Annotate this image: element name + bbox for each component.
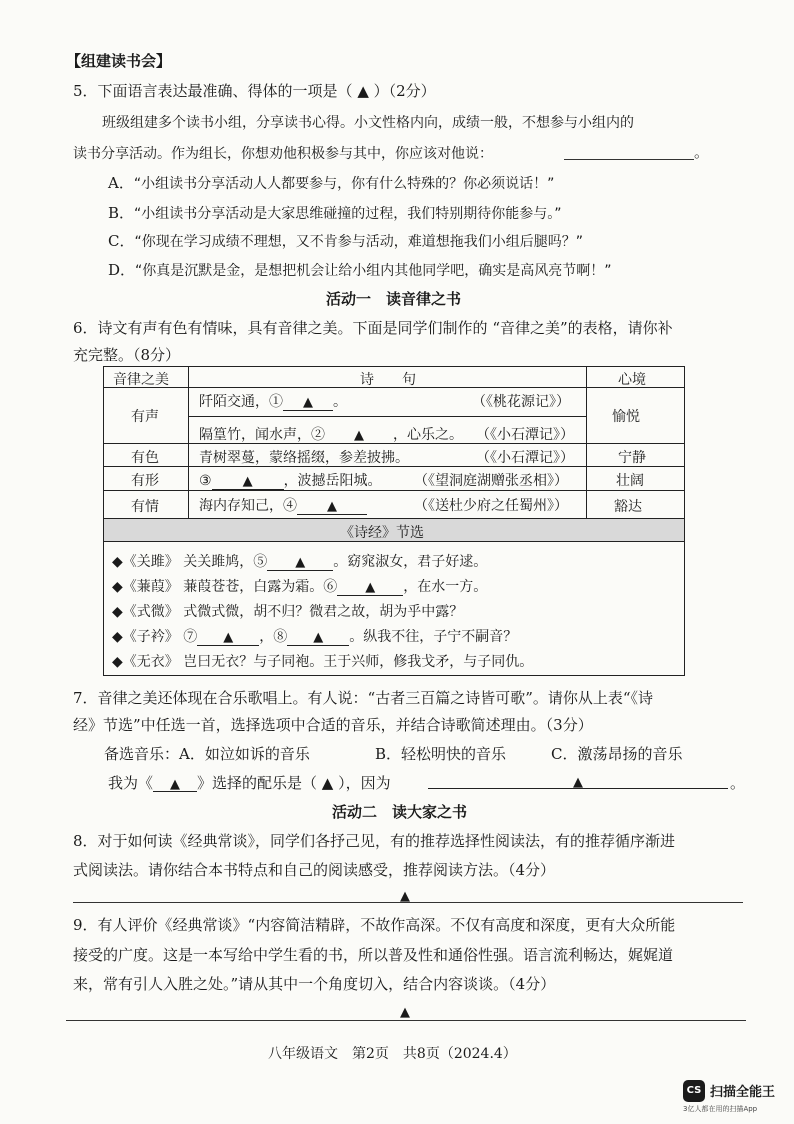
table-rule — [188, 416, 586, 417]
q5-context-line2: 读书分享活动。作为组长，你想劝他积极参与其中，你应该对他说： — [73, 146, 493, 162]
q8-answer-triangle: ▲ — [400, 889, 410, 904]
q5-option-c — [108, 230, 583, 251]
table-rule — [586, 366, 587, 518]
shijing-title: 《诗经》节选 — [340, 525, 424, 541]
q5-option-d — [108, 259, 612, 280]
q7-end: 。 — [730, 774, 746, 792]
row3-source: （《小石潭记》） — [476, 450, 574, 466]
shijing-zijin: ◆《子衿》 ⑦ ▲ ，⑧ ▲ 。纵我不往，子宁不嗣音？ — [112, 629, 518, 645]
mood-grand: 壮阔 — [616, 473, 644, 489]
row4-source: （《望洞庭湖赠张丞相》） — [414, 473, 568, 489]
blank-5: ▲ — [267, 554, 333, 571]
option-text: “小组读书分享活动人人都要参与，你有什么特殊的？你必须说话！” — [133, 176, 555, 192]
blank-3: ▲ — [212, 473, 284, 490]
blank-1: ▲ — [283, 394, 333, 411]
q5-option-b — [108, 202, 562, 223]
category-sound: 有声 — [131, 409, 159, 425]
q8-line1: 8．对于如何读《经典常谈》，同学们各抒己见，有的推荐选择性阅读法，有的推荐循序渐进 — [73, 832, 676, 850]
blank-6: ▲ — [337, 579, 403, 596]
blank-8: ▲ — [287, 629, 349, 646]
row5-line: 海内存知己，④ ▲ — [199, 495, 367, 515]
shijing-jianjia: ◆《蒹葭》 蒹葭苍苍，白露为霜。⑥ ▲ ，在水一方。 — [112, 579, 488, 595]
q9-line1: 9．有人评价《经典常谈》“内容简洁精辟，不故作高深。不仅有高度和深度，更有大众所能 — [73, 916, 676, 934]
q5-answer-blank — [564, 143, 694, 160]
option-text: “你真是沉默是金，是想把机会让给小组内其他同学吧，确实是高风亮节啊！” — [135, 263, 612, 279]
section-title: 【组建读书会】 — [66, 52, 172, 70]
scanner-name: 扫描全能王 — [710, 1085, 776, 1100]
header-mood: 心境 — [618, 372, 646, 388]
header-lines: 诗 句 — [360, 372, 416, 388]
row4-line: ③ ▲ ，波撼岳阳城。 — [199, 473, 382, 489]
shijing-shiwei: ◆《式微》 式微式微，胡不归？微君之故，胡为乎中露？ — [112, 604, 464, 620]
camscanner-logo-icon: CS — [683, 1080, 705, 1102]
row3-line: 青树翠蔓，蒙络摇缀，参差披拂。 — [199, 450, 409, 466]
q5-context-end: 。 — [694, 143, 710, 161]
q9-line2: 接受的广度。这是一本写给中学生看的书，所以普及性和通俗性强。语言流利畅达，娓娓道 — [73, 946, 674, 964]
q9-line3: 来，常有引人入胜之处。”请从其中一个角度切入，结合内容谈谈。（4分） — [73, 975, 556, 993]
page-footer: 八年级语文 第2页 共8页（2024.4） — [268, 1046, 517, 1062]
scanner-tagline: 3亿人都在用的扫描App — [683, 1105, 758, 1113]
mood-calm: 宁静 — [618, 450, 646, 466]
q8-answer-line — [73, 902, 743, 903]
q5-option-a — [108, 172, 554, 193]
mood-broadminded: 豁达 — [614, 499, 642, 515]
q7-reason-blank: ▲ — [428, 772, 728, 789]
q9-answer-triangle: ▲ — [400, 1005, 410, 1020]
row2-line: 隔篁竹，闻水声，② ▲ ，心乐之。 — [199, 427, 463, 443]
q9-answer-line — [66, 1020, 746, 1021]
option-letter: C． — [108, 232, 135, 250]
q6-line2: 充完整。（8分） — [73, 346, 181, 364]
header-category: 音律之美 — [113, 372, 169, 388]
q7-line2: 经》节选”中任选一首，选择选项中合适的音乐，并结合诗歌简述理由。（3分） — [73, 716, 593, 734]
option-text: “小组读书分享活动是大家思维碰撞的过程，我们特别期待你能参与。” — [134, 206, 562, 222]
q8-line2: 式阅读法。请你结合本书特点和自己的阅读感受，推荐阅读方法。（4分） — [73, 861, 556, 879]
q5-stem: 5．下面语言表达最准确、得体的一项是（ ▲ ）（2分） — [73, 82, 436, 100]
table-rule — [103, 490, 685, 491]
category-color: 有色 — [131, 450, 159, 466]
activity-two-title: 活动二 读大家之书 — [332, 803, 468, 821]
q7-music-b: B．轻松明快的音乐 — [375, 745, 507, 763]
category-shape: 有形 — [131, 473, 159, 489]
row1-line: 阡陌交通，① ▲ 。 — [199, 394, 347, 410]
blank-2: ▲ — [325, 427, 393, 444]
option-letter: D． — [108, 261, 136, 279]
activity-one-title: 活动一 读音律之书 — [326, 290, 462, 308]
shijing-guanju: ◆《关雎》 关关雎鸠，⑤ ▲ 。窈窕淑女，君子好逑。 — [112, 554, 488, 570]
row2-source: （《小石潭记》） — [476, 427, 574, 443]
option-text: “你现在学习成绩不理想，又不肯参与活动，难道想拖我们小组后腿吗？” — [134, 234, 583, 250]
option-letter: B． — [108, 204, 135, 222]
option-letter: A． — [108, 174, 134, 192]
blank-7: ▲ — [197, 629, 259, 646]
shijing-wuyi: ◆《无衣》 岂曰无衣？与子同袍。王于兴师，修我戈矛，与子同仇。 — [112, 654, 534, 670]
q7-answer-line: 我为《 ▲ 》选择的配乐是（ ▲ ），因为 — [108, 774, 391, 792]
table-rule — [188, 366, 189, 518]
q7-music-options: 备选音乐：A．如泣如诉的音乐 — [104, 745, 310, 763]
q5-context-line1: 班级组建多个读书小组，分享读书心得。小文性格内向，成绩一般，不想参与小组内的 — [102, 115, 634, 131]
blank-4: ▲ — [297, 498, 367, 515]
category-emotion: 有情 — [131, 499, 159, 515]
row5-source: （《送杜少府之任蜀州》） — [414, 498, 568, 514]
q7-line1: 7．音律之美还体现在合乐歌唱上。有人说：“古者三百篇之诗皆可歌”。请你从上表“《诗 — [73, 689, 654, 707]
poem-title-blank: ▲ — [153, 775, 197, 792]
q7-music-c: C．激荡昂扬的音乐 — [551, 745, 683, 763]
mood-joyful: 愉悦 — [612, 409, 640, 425]
row1-source: （《桃花源记》） — [472, 394, 570, 410]
q6-line1: 6．诗文有声有色有情味，具有音律之美。下面是同学们制作的 “音律之美”的表格，请你补 — [73, 319, 673, 337]
